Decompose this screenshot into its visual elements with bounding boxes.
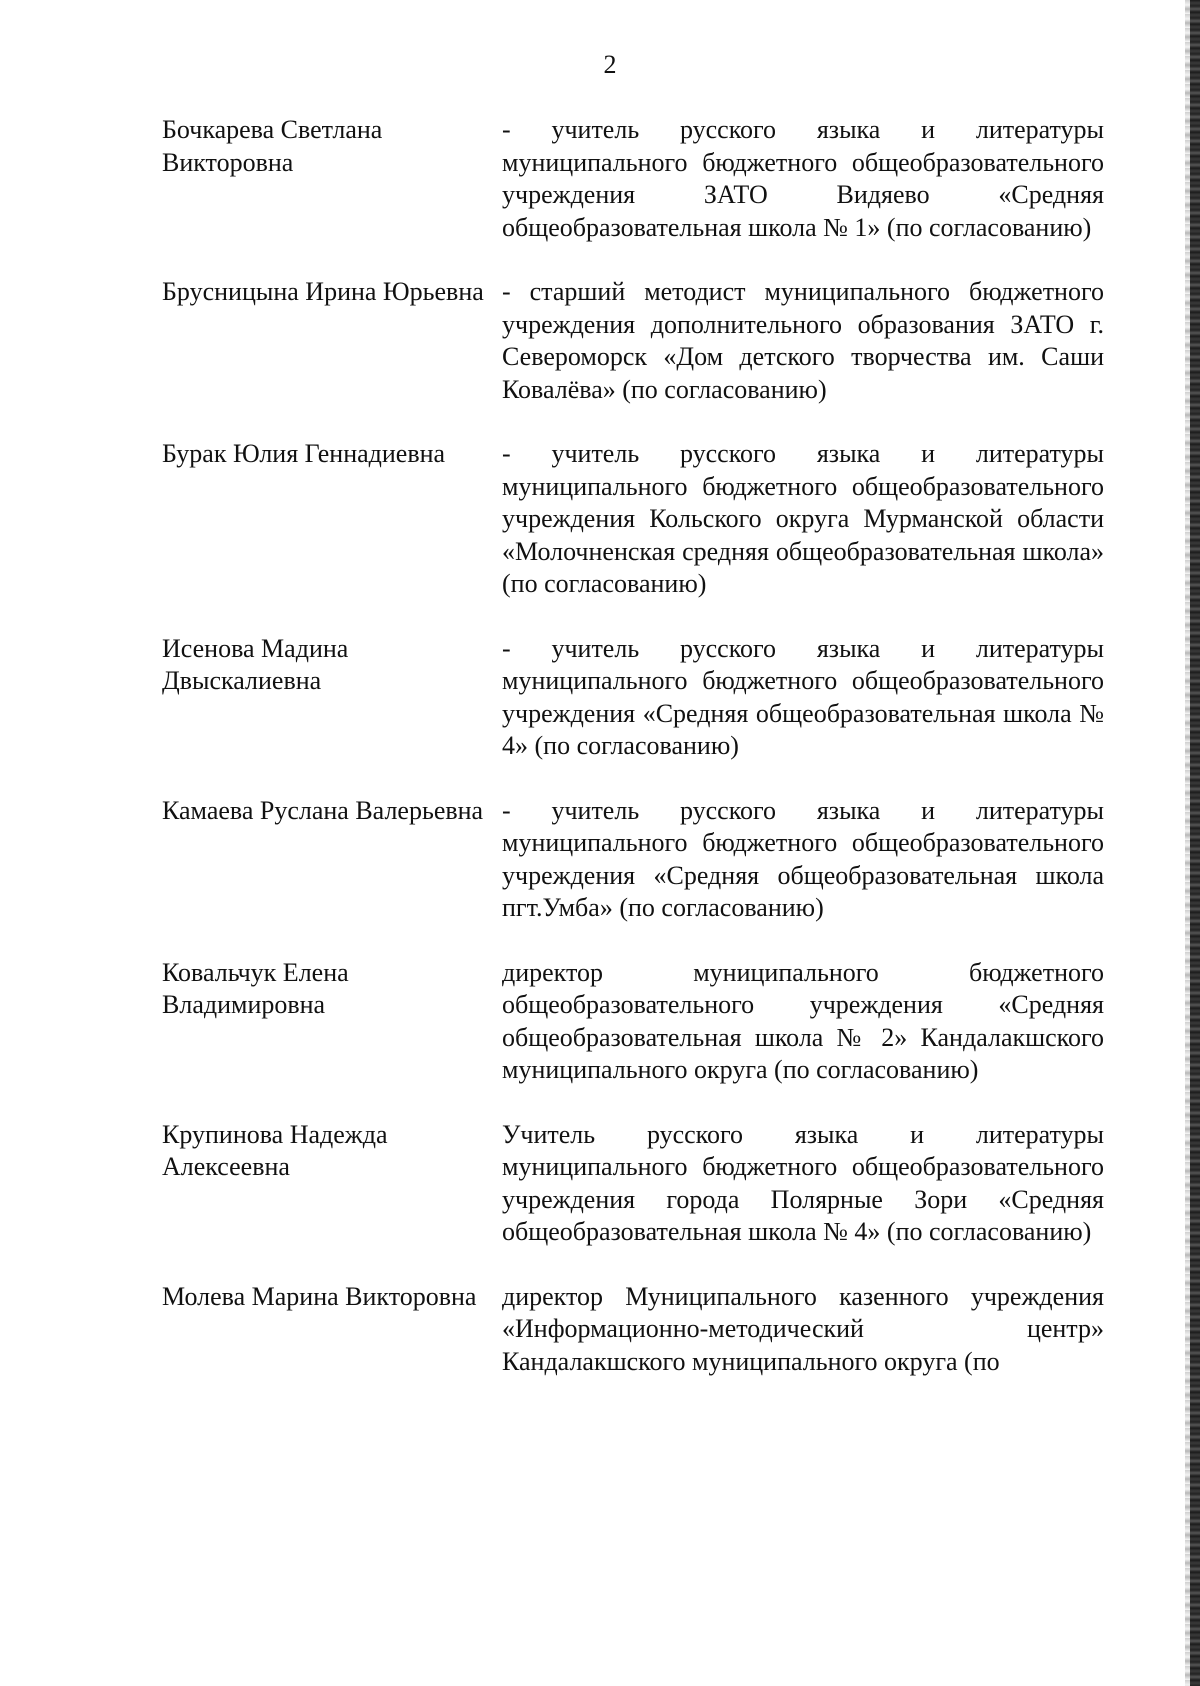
member-name: Бурак Юлия Геннадиевна (162, 439, 446, 468)
page-number: 2 (603, 50, 617, 79)
member-entry (162, 276, 1106, 406)
member-name: Бочкарева Светлана Викторовна (162, 115, 383, 177)
member-entry (162, 1119, 1106, 1249)
member-position: - старший методист муниципального бюджетного учреждения дополнительного образования ЗАТО г. Североморск «Дом детского творчества им. Саши Ковалёва» (по согласованию) (502, 277, 1104, 404)
member-list (162, 114, 1106, 1410)
member-entry (162, 957, 1106, 1087)
member-name: Ковальчук Елена Владимировна (162, 957, 349, 1019)
member-position: - учитель русского языка и литературы муниципального бюджетного общеобразовательного учреждения ЗАТО Видяево «Средняя общеобразовательная школа № 1» (по согласованию) (502, 115, 1104, 242)
member-name: Исенова Мадина Двыскалиевна (162, 633, 349, 695)
scan-edge (1190, 0, 1200, 1686)
member-name: Камаева Руслана Валерьевна (162, 795, 484, 825)
member-name: Крупинова Надежда Алексеевна (162, 1119, 388, 1181)
member-position: директор муниципального бюджетного общеобразовательного учреждения «Средняя общеобразовательная школа № 2» Кандалакшского муниципального округа (по согласованию) (502, 957, 1104, 1084)
member-position: директор Муниципального казенного учреждения «Информационно-методический центр» Кандалакшского муниципального округа (по (502, 1281, 1104, 1376)
member-position: - учитель русского языка и литературы муниципального бюджетного общеобразовательного учреждения Кольского округа Мурманской области «Молочненская средняя общеобразовательная школа» (по согласованию) (502, 439, 1104, 598)
member-position: - учитель русского языка и литературы муниципального бюджетного общеобразовательного учреждения «Средняя общеобразовательная школа пгт.Умба» (по согласованию) (502, 795, 1104, 922)
member-name: Брусницына Ирина Юрьевна (162, 277, 484, 306)
member-entry (162, 633, 1106, 763)
member-position: Учитель русского языка и литературы муниципального бюджетного общеобразовательного учреждения города Полярные Зори «Средняя общеобразовательная школа № 4» (по согласованию) (502, 1119, 1104, 1246)
member-entry (162, 795, 1106, 925)
member-entry (162, 1281, 1106, 1379)
member-name: Молева Марина Викторовна (162, 1281, 477, 1311)
member-entry (162, 114, 1106, 244)
member-position: - учитель русского языка и литературы муниципального бюджетного общеобразовательного учреждения «Средняя общеобразовательная школа № 4» (по согласованию) (502, 633, 1104, 760)
member-entry (162, 438, 1106, 601)
